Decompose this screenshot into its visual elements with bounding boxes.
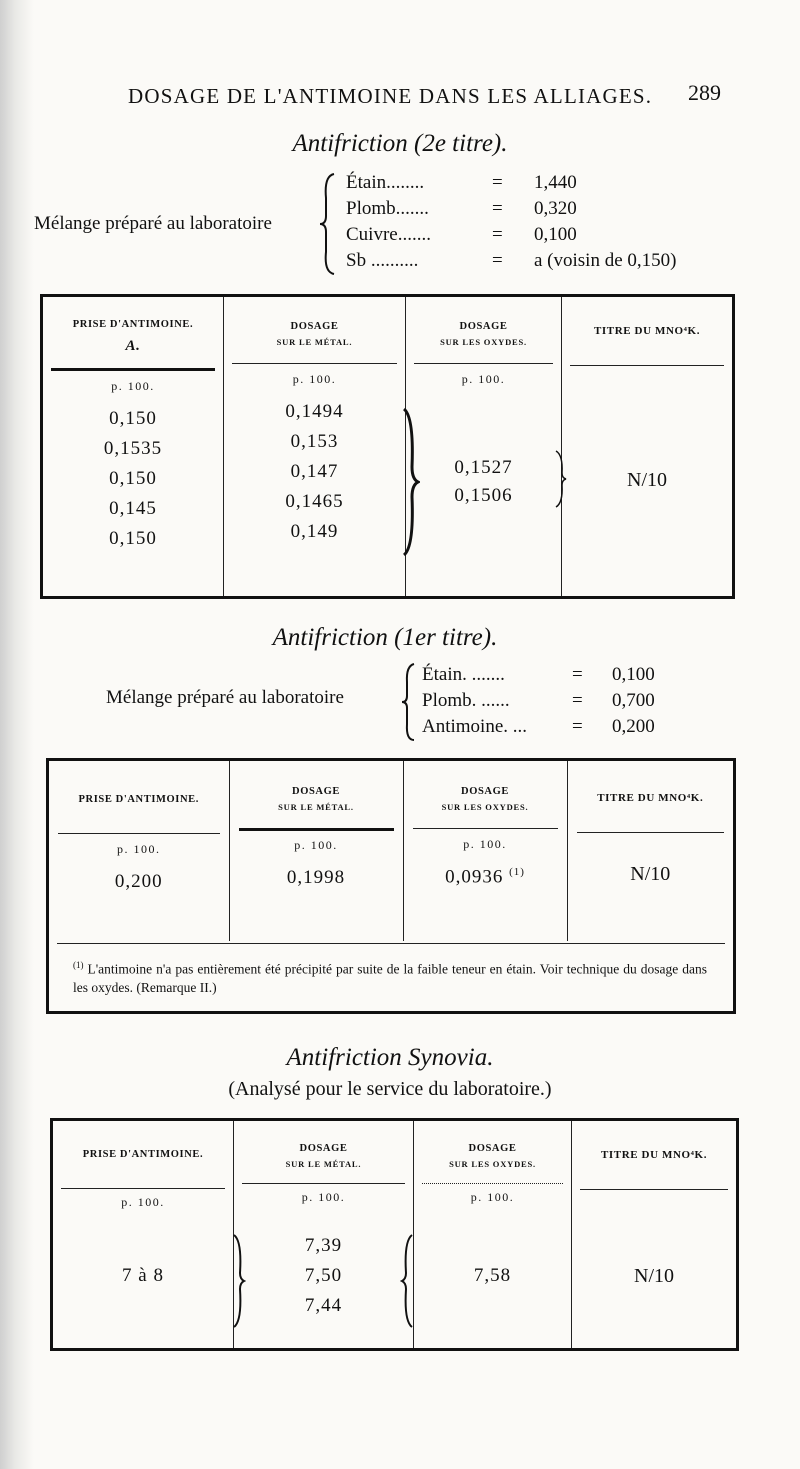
mixture-name: Plomb....... [346, 198, 429, 219]
col-oxydes [403, 761, 567, 941]
col-prise [52, 1120, 234, 1350]
metal-values [234, 1235, 413, 1325]
section-2-table [46, 758, 736, 1014]
header-rule [570, 365, 724, 366]
col-prise [49, 761, 229, 941]
mixture-line [346, 198, 746, 224]
scan-edge-shadow [0, 0, 34, 1469]
header-metal-sub: SUR LE MÉTAL. [285, 1158, 362, 1169]
mixture-line [422, 664, 722, 690]
header-prise: PRISE D'ANTIMOINE. [78, 794, 199, 805]
prise-values [43, 408, 223, 558]
mixture-value: 0,320 [534, 198, 577, 219]
table-cell: 7 à 8 [122, 1265, 164, 1286]
col-metal [224, 296, 406, 598]
header-oxydes: DOSAGE [468, 1143, 517, 1154]
titre-value: N/10 [627, 469, 667, 491]
table-cell: 0,147 [290, 461, 339, 483]
header-rule [577, 832, 725, 833]
header-titre: TITRE DU MNO⁴K. [600, 1149, 708, 1161]
unit-label: p. 100. [470, 1190, 515, 1205]
table-cell: 7,50 [304, 1265, 343, 1286]
table-cell: 0,145 [109, 497, 157, 519]
table-cell: 0,150 [109, 467, 157, 489]
table-cell: 0,1494 [285, 401, 344, 423]
footnote-rule [57, 943, 725, 944]
section-3-table [50, 1118, 739, 1351]
header-metal: DOSAGE [299, 1143, 348, 1154]
unit-label: p. 100. [301, 1190, 346, 1205]
header-rule [239, 828, 394, 831]
unit-label: p. 100. [121, 1194, 165, 1209]
table-cell: 0,149 [290, 521, 339, 543]
unit-label: p. 100. [461, 372, 506, 387]
table-cell: 0,150 [109, 407, 157, 429]
col-titre [567, 761, 733, 941]
mixture-value: 0,100 [534, 224, 577, 245]
mixture-name: Étain........ [346, 172, 425, 193]
col-titre [572, 1120, 738, 1350]
header-rule [422, 1183, 563, 1184]
table-cell: 7,58 [473, 1265, 512, 1286]
running-header-title: DOSAGE DE L'ANTIMOINE DANS LES ALLIAGES. [128, 84, 653, 108]
header-rule [51, 368, 215, 371]
table-cell: 7,44 [304, 1295, 343, 1316]
table-cell: 0,150 [109, 527, 157, 549]
table-cell: 0,1527 [454, 457, 513, 478]
section-1-table [40, 294, 735, 599]
header-titre: TITRE DU MNO⁴K. [597, 792, 704, 804]
oxydes-values [406, 457, 561, 513]
section-2-mixture-list [422, 664, 722, 742]
header-metal-sub: SUR LE MÉTAL. [276, 336, 353, 347]
mixture-eq: = [492, 172, 503, 193]
mixture-name: Étain. ....... [422, 664, 505, 685]
header-prise: PRISE D'ANTIMOINE. [72, 319, 194, 330]
mixture-line [346, 224, 746, 250]
col-metal [229, 761, 403, 941]
mixture-name: Sb .......... [346, 250, 419, 271]
header-oxydes-sub: SUR LES OXYDES. [440, 336, 527, 347]
mixture-eq: = [492, 224, 503, 245]
header-rule [61, 1188, 225, 1189]
footnote-text: L'antimoine n'a pas entièrement été précipité par suite de la faible teneur en étain. Voir technique du dosage dans les oxydes. (Remarque II.) [73, 961, 707, 995]
mixture-eq: = [572, 690, 583, 711]
metal-values [224, 401, 405, 551]
mixture-value: 0,700 [612, 690, 655, 711]
footnote-mark: (1) [73, 960, 84, 970]
section-3-title: Antifriction Synovia. [286, 1044, 494, 1071]
header-oxydes-sub: SUR LES OXYDES. [449, 1158, 536, 1169]
section-2-mixture-label: Mélange préparé au laboratoire [106, 687, 344, 708]
mixture-line [346, 172, 746, 198]
oxydes-value: 0,0936 [445, 866, 504, 888]
header-rule [242, 1183, 405, 1184]
page-number: 289 [688, 80, 721, 105]
header-titre: TITRE DU MNO⁴K. [593, 325, 701, 337]
col-metal [234, 1120, 414, 1350]
section-1-mixture-label: Mélange préparé au laboratoire [34, 213, 272, 234]
header-oxydes-sub: SUR LES OXYDES. [441, 801, 529, 812]
table-cell: 0,1506 [454, 485, 513, 506]
footnote-ref: (1) [509, 866, 525, 879]
header-metal: DOSAGE [290, 321, 339, 332]
section-1-mixture-list [346, 172, 746, 276]
mixture-value: 0,200 [612, 716, 655, 737]
header-prise: PRISE D'ANTIMOINE. [82, 1149, 204, 1160]
header-metal-sub: SUR LE MÉTAL. [278, 801, 354, 812]
unit-label: p. 100. [292, 372, 337, 387]
col-titre [562, 296, 734, 598]
section-1-title: Antifriction (2e titre). [292, 130, 508, 157]
header-oxydes: DOSAGE [459, 321, 508, 332]
header-rule [580, 1189, 728, 1190]
mixture-eq: = [492, 250, 503, 271]
mixture-name: Antimoine. ... [422, 716, 528, 737]
section-2-title: Antifriction (1er titre). [272, 624, 498, 651]
header-rule [58, 833, 220, 834]
mixture-line [346, 250, 746, 276]
table-cell: 0,1535 [103, 437, 163, 459]
mixture-line [422, 716, 722, 742]
titre-value: N/10 [630, 862, 671, 885]
table-cell: 0,1998 [286, 867, 346, 889]
unit-label: p. 100. [463, 837, 507, 852]
table-cell: 0,200 [114, 870, 163, 892]
header-prise-sub: A. [125, 337, 141, 354]
header-metal: DOSAGE [292, 786, 340, 797]
section-2-grid [49, 761, 733, 941]
mixture-eq: = [572, 664, 583, 685]
mixture-name: Cuivre....... [346, 224, 431, 245]
header-rule [414, 363, 553, 364]
table-cell: 0,1465 [285, 491, 344, 513]
table-cell: 0,153 [290, 431, 339, 453]
col-oxydes [414, 1120, 572, 1350]
mixture-eq: = [492, 198, 503, 219]
col-oxydes [406, 296, 562, 598]
section-3-subtitle: (Analysé pour le service du laboratoire.) [228, 1078, 552, 1100]
unit-label: p. 100. [117, 841, 161, 856]
mixture-value: a (voisin de 0,150) [534, 250, 677, 271]
header-rule [232, 363, 397, 364]
header-rule [413, 828, 558, 829]
mixture-line [422, 690, 722, 716]
section-2-mixture-brace [400, 662, 418, 742]
mixture-value: 1,440 [534, 172, 577, 193]
table-cell: 7,39 [304, 1235, 343, 1256]
mixture-eq: = [572, 716, 583, 737]
header-oxydes: DOSAGE [461, 786, 509, 797]
mixture-value: 0,100 [612, 664, 655, 685]
table-cell [405, 866, 566, 888]
unit-label: p. 100. [111, 378, 155, 393]
col-prise [42, 296, 224, 598]
titre-value: N/10 [634, 1265, 674, 1287]
unit-label: p. 100. [294, 838, 338, 853]
section-1-mixture-brace [318, 172, 340, 276]
footnote [73, 959, 707, 997]
mixture-name: Plomb. ...... [422, 690, 510, 711]
